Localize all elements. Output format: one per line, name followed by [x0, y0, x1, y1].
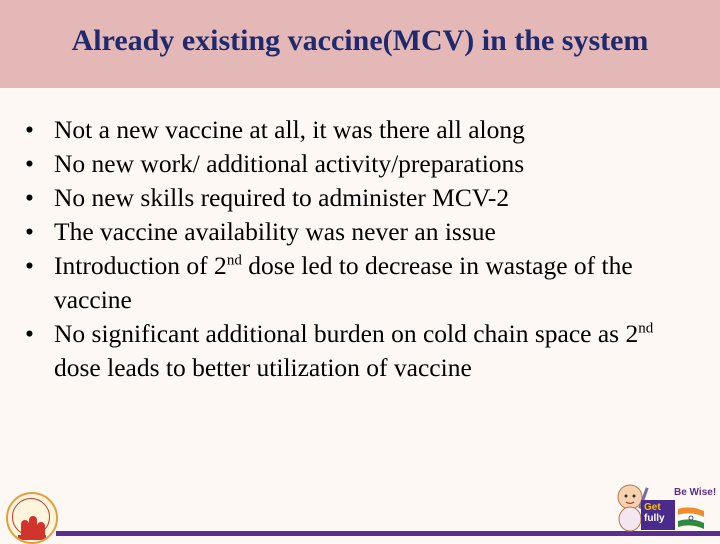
- bullet-dot: •: [25, 149, 34, 178]
- bullet-dot: •: [25, 251, 34, 280]
- bullet-item: [22, 317, 702, 385]
- bullet-item: [22, 181, 702, 215]
- bullet-item: [22, 147, 702, 181]
- bullet-text-post: dose led to decrease in wastage of the vaccine: [54, 251, 633, 314]
- bullet-text-pre: No significant additional burden on cold chain space as 2: [54, 319, 639, 348]
- be-wise-text: Be Wise!: [674, 487, 717, 498]
- bullet-item: [22, 113, 702, 147]
- bullet-dot: •: [25, 183, 34, 212]
- bullet-text: No new skills required to administer MCV-2: [54, 183, 510, 212]
- bullet-text: Not a new vaccine at all, it was there all along: [54, 115, 525, 144]
- bullet-item: [22, 215, 702, 249]
- title-bar: [0, 0, 720, 88]
- bullet-dot: •: [25, 319, 34, 348]
- slide-title: Already existing vaccine(MCV) in the system: [71, 24, 649, 57]
- bullet-superscript: nd: [638, 320, 654, 337]
- bullet-dot: •: [25, 115, 34, 144]
- bullet-text: The vaccine availability was never an issue: [54, 217, 496, 246]
- bullet-dot: •: [25, 217, 34, 246]
- badge-line-1: Get: [644, 502, 661, 513]
- bullet-text-post: dose leads to better utilization of vaccine: [54, 353, 472, 382]
- bullet-item: [22, 249, 702, 317]
- india-flag-icon: [676, 505, 706, 531]
- national-health-mission-logo-icon: [6, 492, 58, 544]
- badge-line-2: fully: [644, 513, 665, 524]
- bullet-list: [22, 113, 702, 385]
- bullet-superscript: nd: [226, 252, 242, 269]
- get-fully-badge: [641, 500, 675, 530]
- bullet-text: No new work/ additional activity/preparations: [54, 149, 525, 178]
- bullet-text-pre: Introduction of 2: [54, 251, 227, 280]
